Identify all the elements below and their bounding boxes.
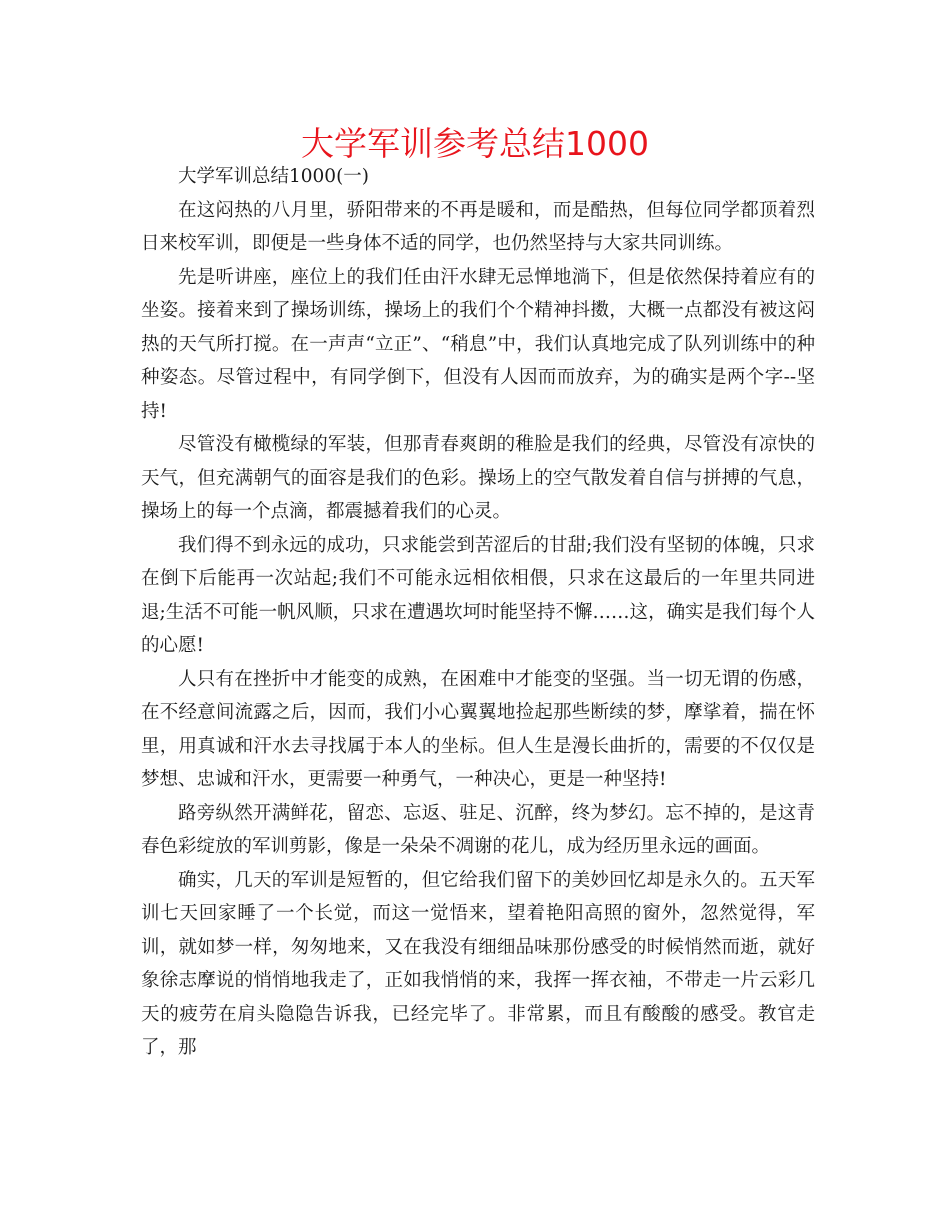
paragraph: 先是听讲座，座位上的我们任由汗水肆无忌惮地淌下，但是依然保持着应有的坐姿。接着来到了操场训练，操场上的我们个个精神抖擞，大概一点都没有被这闷热的天气所打搅。在一声声“立正”、“稍息”中，我们认真地完成了队列训练中的种种姿态。尽管过程中，有同学倒下，但没有人因而而放弃，为的确实是两个字--坚持! bbox=[141, 266, 815, 422]
document-body bbox=[141, 160, 815, 1065]
paragraph: 尽管没有橄榄绿的军装，但那青春爽朗的稚脸是我们的经典，尽管没有凉快的天气，但充满朝气的面容是我们的色彩。操场上的空气散发着自信与拼搏的气息，操场上的每一个点滴，都震撼着我们的心灵。 bbox=[141, 434, 815, 522]
document-subtitle: 大学军训总结1000(一) bbox=[178, 166, 370, 187]
paragraph: 路旁纵然开满鲜花，留恋、忘返、驻足、沉醉，终为梦幻。忘不掉的，是这青春色彩绽放的军训剪影，像是一朵朵不凋谢的花儿，成为经历里永远的画面。 bbox=[141, 802, 815, 857]
paragraph: 我们得不到永远的成功，只求能尝到苦涩后的甘甜;我们没有坚韧的体魄，只求在倒下后能再一次站起;我们不可能永远相依相偎，只求在这最后的一年里共同进退;生活不可能一帆风顺，只求在遭遇坎坷时能坚持不懈……这，确实是我们每个人的心愿! bbox=[141, 534, 815, 656]
paragraph: 在这闷热的八月里，骄阳带来的不再是暖和，而是酷热，但每位同学都顶着烈日来校军训，即便是一些身体不适的同学，也仍然坚持与大家共同训练。 bbox=[141, 199, 815, 254]
paragraph: 确实，几天的军训是短暂的，但它给我们留下的美妙回忆却是永久的。五天军训七天回家睡了一个长觉，而这一觉悟来，望着艳阳高照的窗外，忽然觉得，军训，就如梦一样，匆匆地来，又在我没有细细品味那份感受的时候悄然而逝，就好象徐志摩说的悄悄地我走了，正如我悄悄的来，我挥一挥衣袖，不带走一片云彩几天的疲劳在肩头隐隐告诉我，已经完毕了。非常累，而且有酸酸的感受。教官走了，那 bbox=[141, 869, 815, 1058]
document-title: 大学军训参考总结1000 bbox=[301, 124, 649, 163]
paragraph: 人只有在挫折中才能变的成熟，在困难中才能变的坚强。当一切无谓的伤感，在不经意间流露之后，因而，我们小心翼翼地捡起那些断续的梦，摩挲着，揣在怀里，用真诚和汗水去寻找属于本人的坐标。但人生是漫长曲折的，需要的不仅仅是梦想、忠诚和汗水，更需要一种勇气，一种决心，更是一种坚持! bbox=[141, 668, 815, 790]
